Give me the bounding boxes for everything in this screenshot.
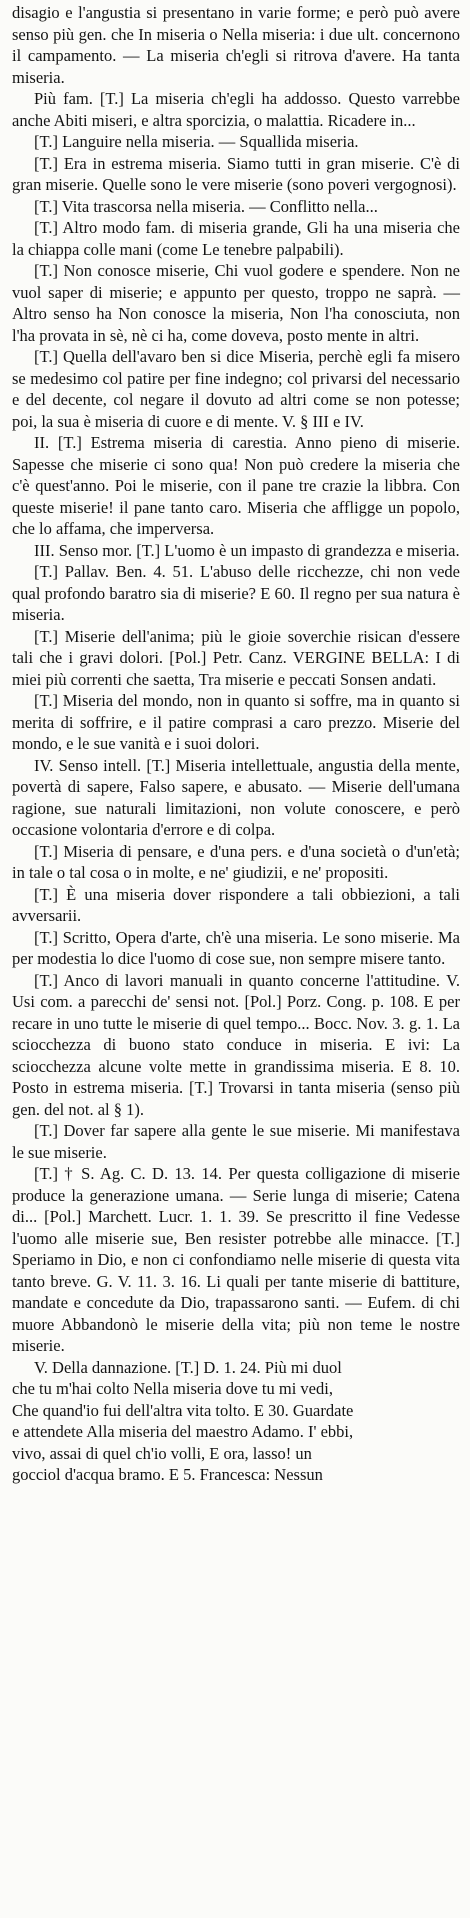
entry-paragraph: [T.] Quella dell'avaro ben si dice Miseria, perchè egli fa misero se medesimo col patire per fine indegno; col privarsi del necessario e del decente, col negare il dovuto ad altri come se non potesse; poi, la sua è miseria di cuore e di mente. V. § III e IV. [12,347,460,431]
entry-paragraph: [T.] Non conosce miserie, Chi vuol godere e spendere. Non ne vuol saper di miserie; e appunto per questo, troppo ne saprà. — Altro senso ha Non conosce la miseria, Non l'ha conosciuta, non l'ha provata in sè, nè ci ha, come doveva, posto mente in altri. [12,261,460,345]
entry-paragraph: [T.] Scritto, Opera d'arte, ch'è una miseria. Le sono miserie. Ma per modestia lo dice l'uomo di cose sue, non sempre misere tanto. [12,927,460,968]
entry-paragraph: [T.] Era in estrema miseria. Siamo tutti in gran miserie. C'è di gran miserie. Quelle sono le vere miserie (sono poveri vergognosi). [12,153,460,194]
entry-paragraph: III. Senso mor. [T.] L'uomo è un impasto di grandezza e miseria. [34,540,460,560]
entry-paragraph: [T.] Miserie dell'anima; più le gioie soverchie risican d'essere tali che i gravi dolori. [Pol.] Petr. Canz. VERGINE BELLA: I di miei più correnti che saetta, Tra miserie e peccati Sonsen andati. [12,626,460,689]
entry-paragraph: [T.] Dover far sapere alla gente le sue miserie. Mi manifestava le sue miserie. [12,1121,460,1162]
entry-paragraph: [T.] Languire nella miseria. — Squallida miseria. [34,132,359,151]
entry-paragraph: [T.] Miseria del mondo, non in quanto si soffre, ma in quanto si merita di soffrire, e il patire comprasi a caro prezzo. Miserie del mondo, e le sue vanità e i suoi dolori. [12,691,460,753]
entry-paragraph: [T.] † S. Ag. C. D. 13. 14. Per questa colligazione di miserie produce la generazione umana. — Serie lunga di miserie; Catena di... [Pol.] Marchett. Lucr. 1. 1. 39. Se prescritto il fine Vedesse l'uomo alle miserie sue, Ben resister potrebbe alle minacce. [T.] Speriamo in Dio, e non ci confondiamo nelle miserie di questa vita tanto breve. G. V. 11. 3. 16. Li quali per tante miserie di battiture, mandate e concedute da Dio, trapassarono santi. — Eufem. di chi muore Abbandonò le miserie della vita; più non teme le nostre miserie. [12,1164,460,1355]
entry-paragraph: [T.] Vita trascorsa nella miseria. — Conflitto nella... [34,196,378,216]
entry-line: V. Della dannazione. [T.] D. 1. 24. Più mi duol [34,1357,342,1377]
entry-paragraph: [T.] Pallav. Ben. 4. 51. L'abuso delle ricchezze, chi non vede qual profondo baratro sia di miserie? E 60. Il regno per sua natura è miseria. [12,562,460,624]
entry-line: Che quand'io fui dell'altra vita tolto. E 30. Guardate [12,1400,354,1420]
entry-paragraph: [T.] Anco di lavori manuali in quanto concerne l'attitudine. V. Usi com. a parecchi de' sensi not. [Pol.] Porz. Cong. p. 108. E per recare in uno tutte le miserie di quel tempo... Bocc. Nov. 3. g. 1. La sciocchezza di buono stato conduce in miseria. E ivi: La sciocchezza alcune volte mette in grandissima miseria. E 8. 10. Posto in estrema miseria. [T.] Trovarsi in tanta miseria (senso più gen. del not. al § 1). [12,970,460,1119]
dictionary-entry-body [12,2,460,1486]
entry-paragraph: [T.] È una miseria dover rispondere a tali obbiezioni, a tali avversarii. [12,884,460,925]
entry-paragraph: [T.] Miseria di pensare, e d'una pers. e d'una società o d'un'età; in tale o tal cosa o in molte, e ne' giudizii, e ne' propositi. [12,841,460,882]
entry-line: che tu m'hai colto Nella miseria dove tu mi vedi, [12,1379,333,1398]
entry-paragraph: II. [T.] Estrema miseria di carestia. Anno pieno di miserie. Sapesse che miserie ci sono qua! Non può credere la miseria che c'è quest'anno. Poi le miserie, con il pane tre crazie la libbra. Con queste miserie! il pane tanto caro. Miseria che affligge un popolo, che lo affama, che imperversa. [12,433,460,538]
entry-paragraph: [T.] Altro modo fam. di miseria grande, Gli ha una miseria che la chiappa colle mani (come Le tenebre palpabili). [12,218,460,259]
entry-line: vivo, assai di quel ch'io volli, E ora, lasso! un [12,1443,312,1463]
entry-paragraph: disagio e l'angustia si presentano in varie forme; e però può avere senso più gen. che In miseria o Nella miseria: i due ult. concernono il campamento. — La miseria ch'egli si ritrova d'avere. Ha tanta miseria. [12,3,460,87]
entry-paragraph: Più fam. [T.] La miseria ch'egli ha addosso. Questo varrebbe anche Abiti miseri, e altra sporcizia, o malattia. Ricadere in... [12,89,460,130]
entry-line: gocciol d'acqua bramo. E 5. Francesca: Nessun [12,1465,323,1484]
entry-line: e attendete Alla miseria del maestro Adamo. I' ebbi, [12,1422,354,1441]
entry-paragraph: IV. Senso intell. [T.] Miseria intellettuale, angustia della mente, povertà di sapere, Falso sapere, e abusato. — Miserie dell'umana ragione, sue naturali limitazioni, non volute conoscere, e però occasione volontaria d'errore e di colpa. [12,755,460,839]
